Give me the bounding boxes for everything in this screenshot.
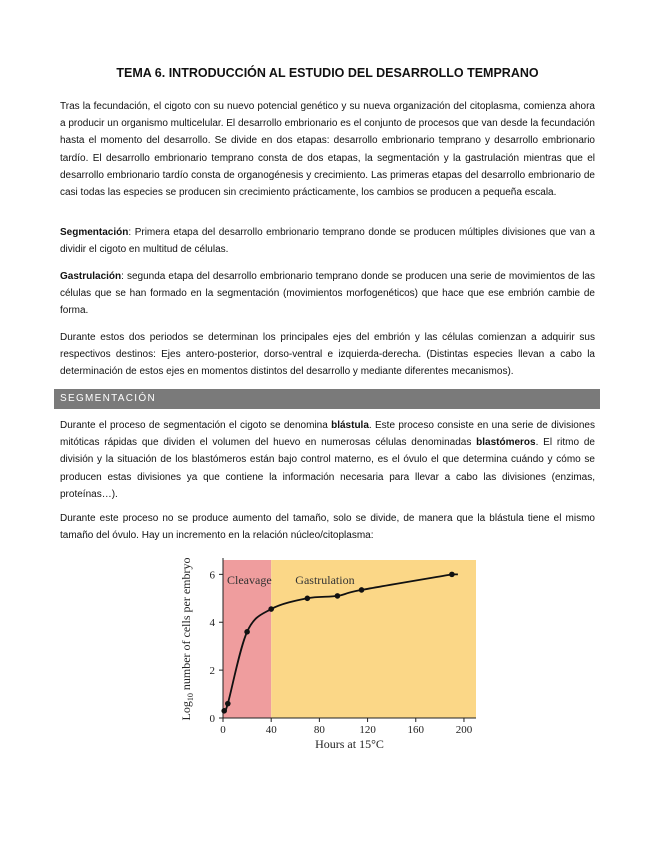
- segmentacion-paragraph-1: [60, 417, 595, 503]
- seg-p1-text-c: . Este proceso consiste en una serie de divisiones mitóticas rápidas que dividen el volumen del huevo en numerosas células denominadas: [60, 420, 595, 449]
- x-axis-label: Hours at 15°C: [315, 737, 384, 751]
- data-point-1: [225, 701, 231, 707]
- y-tick-label-6: 6: [209, 569, 215, 582]
- x-tick-label-160: 160: [407, 724, 425, 736]
- seg-p1-text-d: . El ritmo de división y la situación de los blastómeros están bajo control materno, es el óvulo el que determina cuándo y cómo se producen estas divisiones ya que contiene la información necesaria para llevar a cabo las divisiones (enzimas, proteínas…).: [60, 437, 595, 500]
- term-blastomeros: blastómeros: [476, 437, 536, 449]
- region-label-cleavage: Cleavage: [227, 573, 272, 587]
- segmentacion-term: Segmentación: [60, 227, 129, 238]
- y-axis-label: Log$_{10}$ number of cells per embryo: [179, 557, 195, 721]
- x-tick-label-80: 80: [313, 724, 325, 736]
- term-blastula: blástula: [331, 420, 369, 431]
- section-heading: SEGMENTACIÓN: [60, 393, 156, 404]
- data-point-4: [305, 596, 311, 602]
- section-heading-bar: [54, 389, 600, 409]
- y-tick-label-0: 0: [209, 713, 215, 725]
- gastrulacion-term: Gastrulación: [60, 271, 122, 282]
- data-point-3: [268, 606, 274, 612]
- data-point-6: [359, 587, 365, 593]
- segmentacion-text: : Primera etapa del desarrollo embrionario temprano donde se producen múltiples divisiones que van a dividir el cigoto en multitud de células.: [60, 227, 595, 256]
- cell-growth-chart: [176, 552, 486, 752]
- data-point-0: [221, 708, 227, 714]
- x-tick-label-120: 120: [359, 724, 376, 736]
- segmentacion-paragraph-2: Durante este proceso no se produce aumento del tamaño, solo se divide, de manera que la blástula tiene el mismo tamaño del óvulo. Hay un incremento en la relación núcleo/citoplasma:: [60, 513, 595, 542]
- region-label-gastrulation: Gastrulation: [295, 573, 355, 587]
- x-tick-label-40: 40: [265, 724, 277, 736]
- data-point-7: [449, 572, 455, 578]
- data-point-2: [244, 629, 250, 635]
- seg-p1-text-a: Durante el proceso de segmentación el cigoto se denomina: [60, 420, 332, 431]
- gastrulacion-definition: [60, 268, 595, 320]
- segmentacion-definition: [60, 224, 595, 258]
- ejes-paragraph: Durante estos dos periodos se determinan los principales ejes del embrión y las células comienzan a adquirir sus respectivos destinos: Ejes antero-posterior, dorso-ventral e izquierda-derecha. (Distintas especies llevan a cabo la determinación de estos ejes en momentos distintos del desarrollo y mediante diferentes mecanismos).: [60, 332, 595, 378]
- y-tick-label-4: 4: [209, 617, 215, 630]
- page-title: TEMA 6. INTRODUCCIÓN AL ESTUDIO DEL DESARROLLO TEMPRANO: [116, 66, 539, 80]
- y-tick-label-2: 2: [209, 665, 215, 678]
- x-tick-label-200: 200: [455, 724, 473, 736]
- x-tick-label-0: 0: [220, 724, 226, 736]
- intro-paragraph: Tras la fecundación, el cigoto con su nuevo potencial genético y su nueva organización del citoplasma, comienza ahora a producir un organismo multicelular. El desarrollo embrionario es el conjunto de procesos que van desde la fecundación hasta el momento del desarrollo. Se divide en dos etapas: desarrollo embrionario temprano y desarrollo embrionario tardío. El desarrollo embrionario temprano consta de dos etapas, la segmentación y la gastrulación mientras que el desarrollo embrionario tardío consta de organogénesis y crecimiento. Las primeras etapas del desarrollo embrionario de casi todas las especies se producen sin crecimiento prácticamente, los cambios se producen a pequeña escala.: [60, 101, 595, 199]
- data-point-5: [335, 593, 341, 599]
- gastrulacion-text: : segunda etapa del desarrollo embrionario temprano donde se producen una serie de movimientos de las células que se han formado en la segmentación (movimientos morfogenéticos) que hace que ese embrión cambie de forma.: [60, 271, 595, 317]
